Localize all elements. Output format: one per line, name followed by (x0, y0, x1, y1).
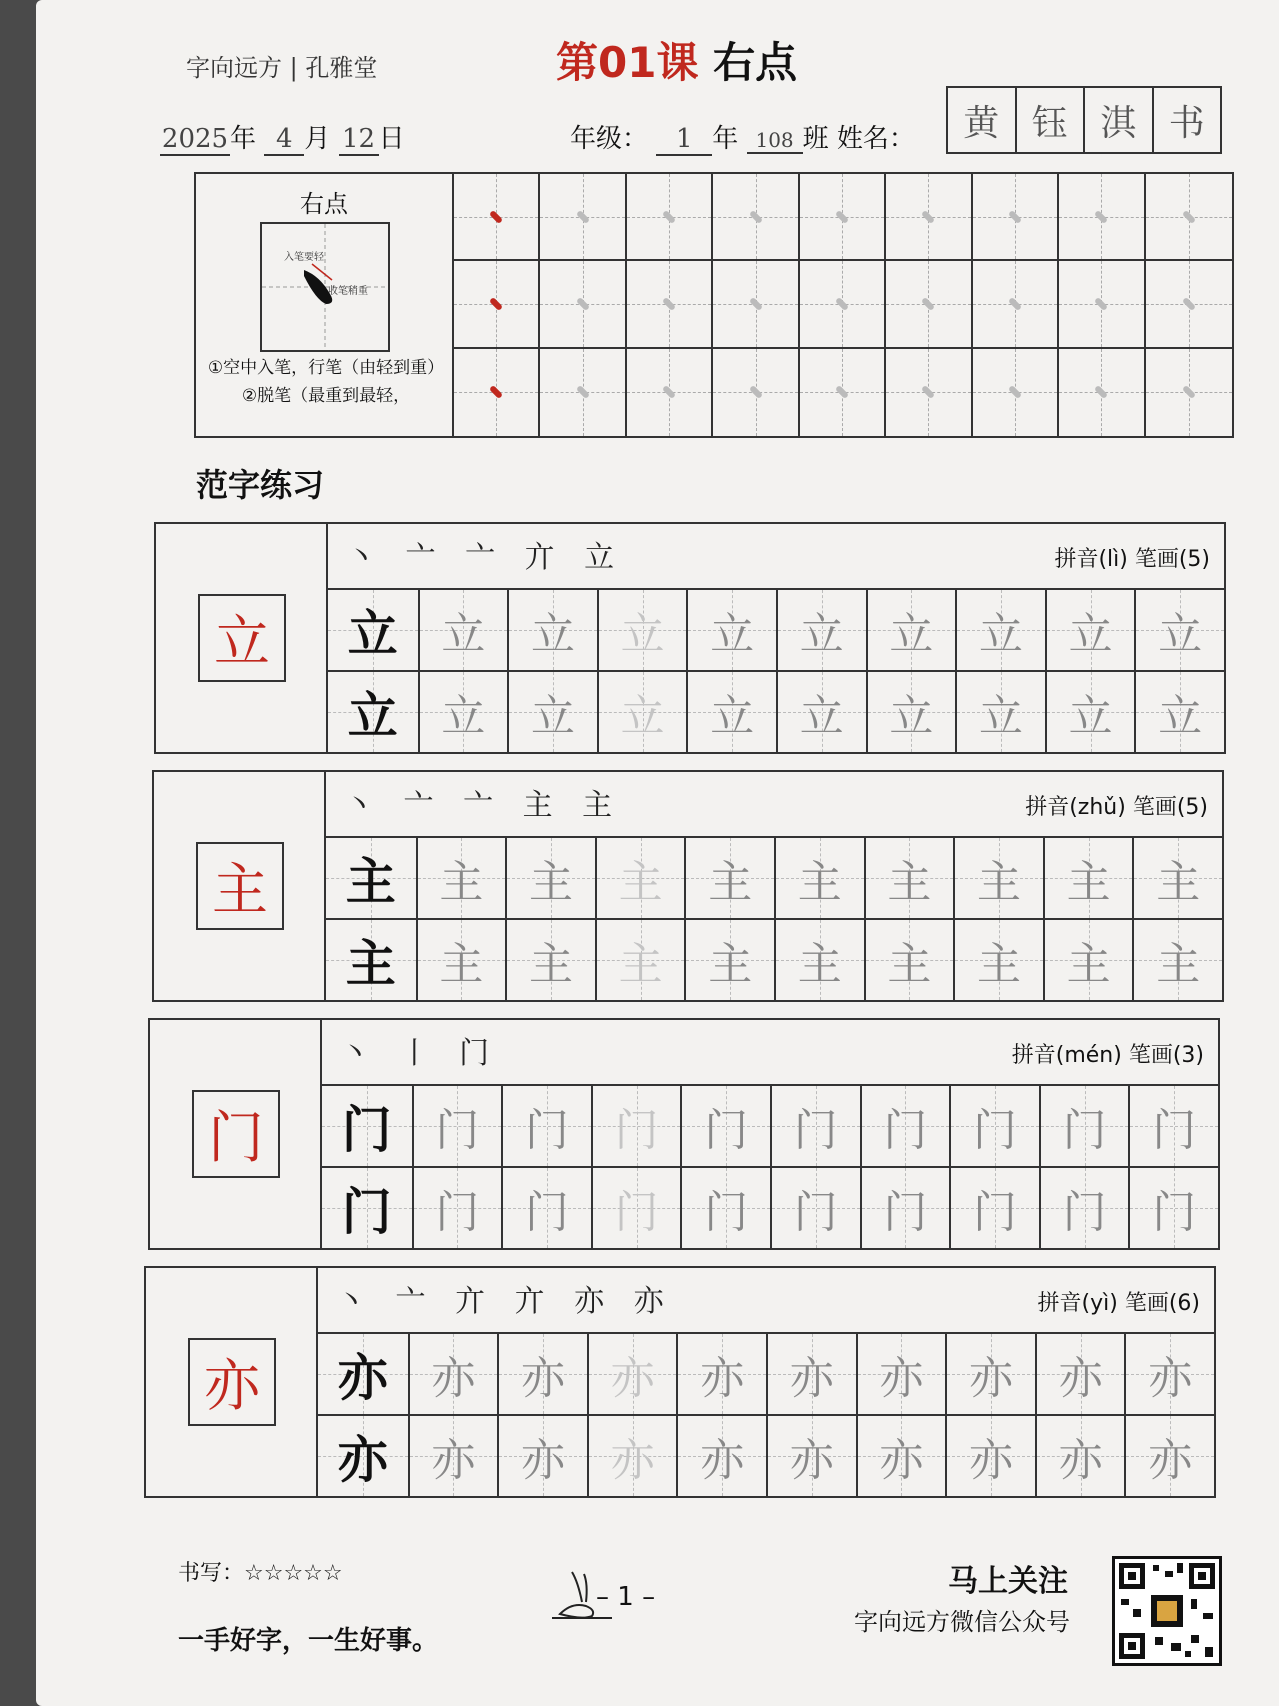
practice-cell[interactable] (1128, 1166, 1218, 1248)
practice-glyph: 立 (710, 691, 755, 742)
right-dot-stroke (1094, 385, 1108, 399)
stroke-order: 丶 亠 亠 主 主 (344, 788, 623, 823)
stroke-trace-cell[interactable] (1059, 261, 1145, 348)
practice-glyph: 立 (710, 609, 755, 660)
practice-glyph: 亦 (337, 1430, 388, 1489)
name-char: 淇 (1085, 88, 1154, 152)
character-block (148, 1018, 1220, 1250)
practice-cell[interactable] (507, 588, 597, 670)
practice-cell[interactable] (1124, 1332, 1214, 1414)
right-dot-stroke (1182, 210, 1196, 224)
practice-cell[interactable] (595, 836, 685, 918)
stroke-order: 丶 丨 门 (340, 1036, 500, 1071)
practice-cell[interactable] (945, 1332, 1035, 1414)
grade-value: 1 (656, 124, 712, 156)
right-dot-stroke (1008, 297, 1022, 311)
stroke-instruction: ①空中入笔，行笔（由轻到重）②脱笔（最重到最轻， (207, 358, 445, 406)
pinyin-strokes-info (1054, 542, 1210, 573)
practice-cell[interactable] (597, 588, 687, 670)
practice-cell[interactable] (686, 588, 776, 670)
stroke-trace-cell[interactable] (886, 349, 972, 436)
practice-glyph: 主 (976, 939, 1021, 990)
model-character: 门 (192, 1090, 280, 1178)
pinyin-strokes-info (1012, 1038, 1204, 1069)
model-panel (146, 1268, 318, 1496)
example-character-cell (318, 1332, 408, 1414)
practice-cell[interactable] (1039, 1084, 1129, 1166)
practice-cell[interactable] (1045, 670, 1135, 752)
practice-glyph: 立 (978, 691, 1023, 742)
practice-glyph: 立 (889, 691, 934, 742)
student-name-box (946, 86, 1222, 154)
stroke-trace-cell[interactable] (1146, 261, 1232, 348)
practice-cell[interactable] (955, 670, 1045, 752)
stroke-trace-cell[interactable] (1059, 174, 1145, 261)
stroke-trace-cell[interactable] (886, 261, 972, 348)
strokes-count-label: 笔画(6) (1124, 1291, 1200, 1316)
practice-glyph: 门 (341, 1182, 392, 1241)
practice-glyph: 亦 (789, 1435, 834, 1486)
example-character-cell (328, 670, 418, 752)
practice-cell[interactable] (507, 670, 597, 752)
practice-cell[interactable] (774, 836, 864, 918)
practice-glyph: 主 (887, 939, 932, 990)
practice-glyph: 主 (797, 857, 842, 908)
date-day-label: 日 (378, 124, 405, 154)
practice-cell[interactable] (497, 1332, 587, 1414)
pinyin-label: 拼音(yì) (1037, 1291, 1125, 1316)
practice-cell[interactable] (864, 836, 954, 918)
date-year-label: 年 (230, 124, 257, 154)
practice-glyph: 主 (528, 939, 573, 990)
practice-cell[interactable] (864, 918, 954, 1000)
practice-glyph: 主 (618, 939, 663, 990)
page-number: – 1 – (596, 1582, 656, 1612)
grade-label: 年级： (570, 124, 649, 154)
example-character-cell (326, 918, 416, 1000)
practice-cell[interactable] (497, 1414, 587, 1496)
example-character-cell (322, 1084, 412, 1166)
practice-cell[interactable] (676, 1332, 766, 1414)
practice-glyph: 亦 (879, 1435, 924, 1486)
right-dot-stroke (489, 210, 503, 224)
right-dot-stroke (576, 385, 590, 399)
practice-cell[interactable] (505, 918, 595, 1000)
practice-glyph: 主 (528, 857, 573, 908)
practice-cell[interactable] (416, 918, 506, 1000)
practice-cell[interactable] (949, 1166, 1039, 1248)
stroke-trace-cell[interactable] (713, 174, 799, 261)
practice-glyph: 立 (1068, 609, 1113, 660)
pinyin-label: 拼音(zhǔ) (1025, 795, 1133, 820)
practice-glyph: 门 (524, 1105, 569, 1156)
model-panel (156, 524, 328, 752)
practice-glyph: 门 (793, 1105, 838, 1156)
practice-glyph: 立 (530, 609, 575, 660)
practice-glyph: 主 (345, 852, 396, 911)
practice-cell[interactable] (860, 1084, 950, 1166)
character-block (152, 770, 1224, 1002)
strokes-count-label: 笔画(5) (1132, 795, 1208, 820)
practice-cell[interactable] (766, 1332, 856, 1414)
pinyin-label: 拼音(mén) (1011, 1043, 1129, 1068)
practice-cell[interactable] (587, 1332, 677, 1414)
pinyin-strokes-info (1025, 790, 1208, 821)
practice-glyph: 立 (1158, 691, 1203, 742)
stroke-intro-title: 右点 (300, 190, 348, 218)
example-character-cell (326, 836, 416, 918)
practice-glyph: 立 (1068, 691, 1113, 742)
practice-cell[interactable] (1134, 588, 1224, 670)
practice-glyph: 立 (347, 604, 398, 663)
wechat-account-label: 字向远方微信公众号 (854, 1608, 1070, 1636)
right-dot-stroke (489, 385, 503, 399)
practice-glyph: 主 (345, 934, 396, 993)
practice-cell[interactable] (770, 1166, 860, 1248)
stroke-trace-cell[interactable] (713, 349, 799, 436)
example-character-cell (322, 1166, 412, 1248)
stroke-demo-diagram (262, 224, 388, 350)
practice-glyph: 亦 (520, 1435, 565, 1486)
practice-cell[interactable] (1043, 918, 1133, 1000)
grade-line (570, 118, 915, 156)
stroke-trace-cell[interactable] (1146, 349, 1232, 436)
practice-cell[interactable] (686, 670, 776, 752)
strokes-count-label: 笔画(3) (1128, 1043, 1204, 1068)
practice-glyph: 亦 (789, 1353, 834, 1404)
practice-glyph: 门 (1062, 1187, 1107, 1238)
right-dot-stroke (1008, 385, 1022, 399)
right-dot-stroke (662, 297, 676, 311)
practice-glyph: 主 (618, 857, 663, 908)
practice-cell[interactable] (949, 1084, 1039, 1166)
name-char: 黄 (948, 88, 1017, 152)
practice-glyph: 门 (1152, 1105, 1197, 1156)
class-value: 108 (747, 128, 803, 154)
right-dot-stroke (748, 210, 762, 224)
practice-glyph: 门 (704, 1105, 749, 1156)
practice-cell[interactable] (680, 1166, 770, 1248)
practice-glyph: 立 (1158, 609, 1203, 660)
practice-cell[interactable] (676, 1414, 766, 1496)
practice-glyph: 立 (347, 686, 398, 745)
date-day: 12 (339, 124, 379, 156)
practice-cell[interactable] (776, 670, 866, 752)
practice-cell[interactable] (1045, 588, 1135, 670)
practice-cell[interactable] (1132, 836, 1222, 918)
practice-glyph: 门 (1152, 1187, 1197, 1238)
practice-cell[interactable] (953, 836, 1043, 918)
practice-cell[interactable] (587, 1414, 677, 1496)
practice-cell[interactable] (1035, 1414, 1125, 1496)
practice-cell[interactable] (953, 918, 1043, 1000)
stroke-trace-cell[interactable] (1059, 349, 1145, 436)
practice-cell[interactable] (1035, 1332, 1125, 1414)
right-dot-stroke (489, 297, 503, 311)
stroke-trace-cell[interactable] (713, 261, 799, 348)
model-panel (154, 772, 326, 1000)
practice-glyph: 亦 (700, 1353, 745, 1404)
page-title (556, 30, 797, 90)
right-dot-stroke (1182, 385, 1196, 399)
model-panel (150, 1020, 322, 1248)
practice-cell[interactable] (1124, 1414, 1214, 1496)
character-block (154, 522, 1226, 754)
pinyin-strokes-info (1038, 1286, 1200, 1317)
practice-cell[interactable] (408, 1332, 498, 1414)
date-year: 2025 (161, 124, 229, 154)
stroke-trace-cell[interactable] (800, 261, 886, 348)
practice-cell[interactable] (856, 1332, 946, 1414)
practice-glyph: 亦 (1148, 1435, 1193, 1486)
stroke-trace-cell[interactable] (627, 174, 713, 261)
practice-glyph: 亦 (431, 1435, 476, 1486)
rating-label: 书写： (178, 1561, 245, 1586)
practice-cell[interactable] (595, 918, 685, 1000)
practice-glyph: 立 (978, 609, 1023, 660)
practice-glyph: 亦 (337, 1348, 388, 1407)
right-dot-stroke (576, 297, 590, 311)
practice-cell[interactable] (412, 1166, 502, 1248)
right-dot-stroke (921, 297, 935, 311)
right-dot-stroke (835, 210, 849, 224)
lesson-number: 第01课 (556, 38, 699, 87)
practice-cell[interactable] (766, 1414, 856, 1496)
practice-glyph: 立 (530, 691, 575, 742)
practice-cell[interactable] (770, 1084, 860, 1166)
practice-glyph: 主 (797, 939, 842, 990)
right-dot-stroke (1094, 210, 1108, 224)
stroke-trace-cell[interactable] (454, 261, 540, 348)
practice-glyph: 亦 (610, 1353, 655, 1404)
right-dot-stroke (662, 385, 676, 399)
practice-cell[interactable] (776, 588, 866, 670)
practice-cell[interactable] (501, 1084, 591, 1166)
practice-cell[interactable] (955, 588, 1045, 670)
right-dot-stroke (1008, 210, 1022, 224)
practice-glyph: 主 (887, 857, 932, 908)
practice-cell[interactable] (501, 1166, 591, 1248)
qr-code-icon[interactable] (1112, 1556, 1222, 1666)
practice-cell[interactable] (684, 836, 774, 918)
writing-rating (178, 1556, 343, 1587)
stroke-trace-cell[interactable] (454, 349, 540, 436)
stroke-trace-cell[interactable] (973, 174, 1059, 261)
stroke-trace-cell[interactable] (540, 261, 626, 348)
practice-glyph: 主 (708, 857, 753, 908)
demo-note-exit: 收笔稍重 (328, 286, 368, 297)
practice-glyph: 门 (614, 1105, 659, 1156)
stroke-demo-grid (260, 222, 390, 352)
practice-cell[interactable] (1134, 670, 1224, 752)
practice-cell[interactable] (774, 918, 864, 1000)
practice-cell[interactable] (591, 1166, 681, 1248)
practice-cell[interactable] (856, 1414, 946, 1496)
practice-glyph: 亦 (968, 1353, 1013, 1404)
example-character-cell (328, 588, 418, 670)
practice-cell[interactable] (680, 1084, 770, 1166)
rating-stars: ☆☆☆☆☆ (244, 1561, 343, 1586)
character-block (144, 1266, 1216, 1498)
slogan: 一手好字，一生好事。 (178, 1626, 439, 1656)
strokes-count-label: 笔画(5) (1134, 547, 1210, 572)
right-dot-stroke (576, 210, 590, 224)
date-line (160, 118, 405, 156)
stroke-trace-cell[interactable] (454, 174, 540, 261)
stroke-order: 丶 亠 亠 亣 立 (346, 540, 625, 575)
practice-glyph: 亦 (1148, 1353, 1193, 1404)
right-dot-stroke (921, 385, 935, 399)
stroke-trace-cell[interactable] (800, 174, 886, 261)
stroke-intro-panel (196, 174, 454, 436)
practice-glyph: 主 (708, 939, 753, 990)
stroke-trace-cell[interactable] (540, 174, 626, 261)
practice-cell[interactable] (408, 1414, 498, 1496)
practice-glyph: 立 (799, 609, 844, 660)
practice-cell[interactable] (1132, 918, 1222, 1000)
practice-cell[interactable] (1043, 836, 1133, 918)
practice-cell[interactable] (505, 836, 595, 918)
practice-glyph: 门 (435, 1105, 480, 1156)
class-label: 班 (802, 124, 829, 154)
practice-cell[interactable] (412, 1084, 502, 1166)
practice-glyph: 主 (1066, 939, 1111, 990)
practice-glyph: 门 (793, 1187, 838, 1238)
model-character: 主 (196, 842, 284, 930)
practice-glyph: 亦 (1058, 1353, 1103, 1404)
grade-suffix: 年 (712, 124, 739, 154)
name-char: 书 (1168, 102, 1205, 144)
stroke-trace-cell[interactable] (886, 174, 972, 261)
practice-glyph: 主 (976, 857, 1021, 908)
worksheet-page (36, 0, 1279, 1706)
practice-cell[interactable] (684, 918, 774, 1000)
model-character: 亦 (188, 1338, 276, 1426)
practice-cell[interactable] (1128, 1084, 1218, 1166)
date-month-label: 月 (304, 124, 331, 154)
model-character: 立 (198, 594, 286, 682)
stroke-trace-cell[interactable] (627, 261, 713, 348)
pinyin-label: 拼音(lì) (1054, 547, 1135, 572)
practice-glyph: 亦 (968, 1435, 1013, 1486)
stroke-trace-cell[interactable] (627, 349, 713, 436)
practice-glyph: 门 (341, 1100, 392, 1159)
stroke-trace-cell[interactable] (540, 349, 626, 436)
practice-glyph: 亦 (700, 1435, 745, 1486)
practice-cell[interactable] (1039, 1166, 1129, 1248)
practice-cell[interactable] (945, 1414, 1035, 1496)
practice-glyph: 门 (614, 1187, 659, 1238)
practice-glyph: 立 (620, 691, 665, 742)
stroke-trace-cell[interactable] (973, 349, 1059, 436)
stroke-trace-cell[interactable] (1146, 174, 1232, 261)
brand-logo: 字向远方 | 孔雅堂 (186, 54, 378, 82)
practice-glyph: 亦 (1058, 1435, 1103, 1486)
section-title: 范字练习 (196, 466, 325, 504)
right-dot-stroke (748, 385, 762, 399)
practice-glyph: 门 (883, 1187, 928, 1238)
right-dot-stroke (835, 297, 849, 311)
practice-glyph: 立 (441, 609, 486, 660)
right-dot-stroke (835, 385, 849, 399)
practice-glyph: 亦 (610, 1435, 655, 1486)
practice-cell[interactable] (860, 1166, 950, 1248)
stroke-order: 丶 亠 亣 亣 亦 亦 (336, 1284, 674, 1319)
practice-glyph: 主 (439, 939, 484, 990)
stroke-trace-cell[interactable] (973, 261, 1059, 348)
practice-glyph: 门 (524, 1187, 569, 1238)
practice-glyph: 亦 (879, 1353, 924, 1404)
follow-heading: 马上关注 (948, 1564, 1068, 1599)
practice-glyph: 门 (435, 1187, 480, 1238)
practice-glyph: 门 (1062, 1105, 1107, 1156)
practice-glyph: 立 (441, 691, 486, 742)
practice-cell[interactable] (866, 588, 956, 670)
practice-glyph: 门 (704, 1187, 749, 1238)
practice-glyph: 立 (889, 609, 934, 660)
practice-cell[interactable] (591, 1084, 681, 1166)
right-dot-stroke (662, 210, 676, 224)
right-dot-stroke (921, 210, 935, 224)
practice-cell[interactable] (597, 670, 687, 752)
practice-glyph: 门 (883, 1105, 928, 1156)
practice-glyph: 主 (1066, 857, 1111, 908)
practice-glyph: 亦 (520, 1353, 565, 1404)
practice-glyph: 主 (1156, 857, 1201, 908)
practice-cell[interactable] (418, 670, 508, 752)
stroke-trace-cell[interactable] (800, 349, 886, 436)
practice-glyph: 主 (1156, 939, 1201, 990)
practice-glyph: 门 (972, 1187, 1017, 1238)
practice-glyph: 立 (799, 691, 844, 742)
demo-note-entry: 入笔要轻 (284, 252, 324, 263)
name-char: 钰 (1017, 88, 1086, 152)
practice-glyph: 门 (972, 1105, 1017, 1156)
practice-glyph: 亦 (431, 1353, 476, 1404)
practice-glyph: 主 (439, 857, 484, 908)
lesson-topic: 右点 (713, 38, 798, 87)
date-month: 4 (264, 124, 304, 156)
right-dot-stroke (748, 297, 762, 311)
right-dot-stroke (1182, 297, 1196, 311)
name-label: 姓名： (836, 124, 915, 154)
practice-cell[interactable] (418, 588, 508, 670)
practice-cell[interactable] (866, 670, 956, 752)
stroke-practice-box (194, 172, 1234, 438)
right-dot-stroke (1094, 297, 1108, 311)
practice-cell[interactable] (416, 836, 506, 918)
example-character-cell (318, 1414, 408, 1496)
practice-glyph: 立 (620, 609, 665, 660)
